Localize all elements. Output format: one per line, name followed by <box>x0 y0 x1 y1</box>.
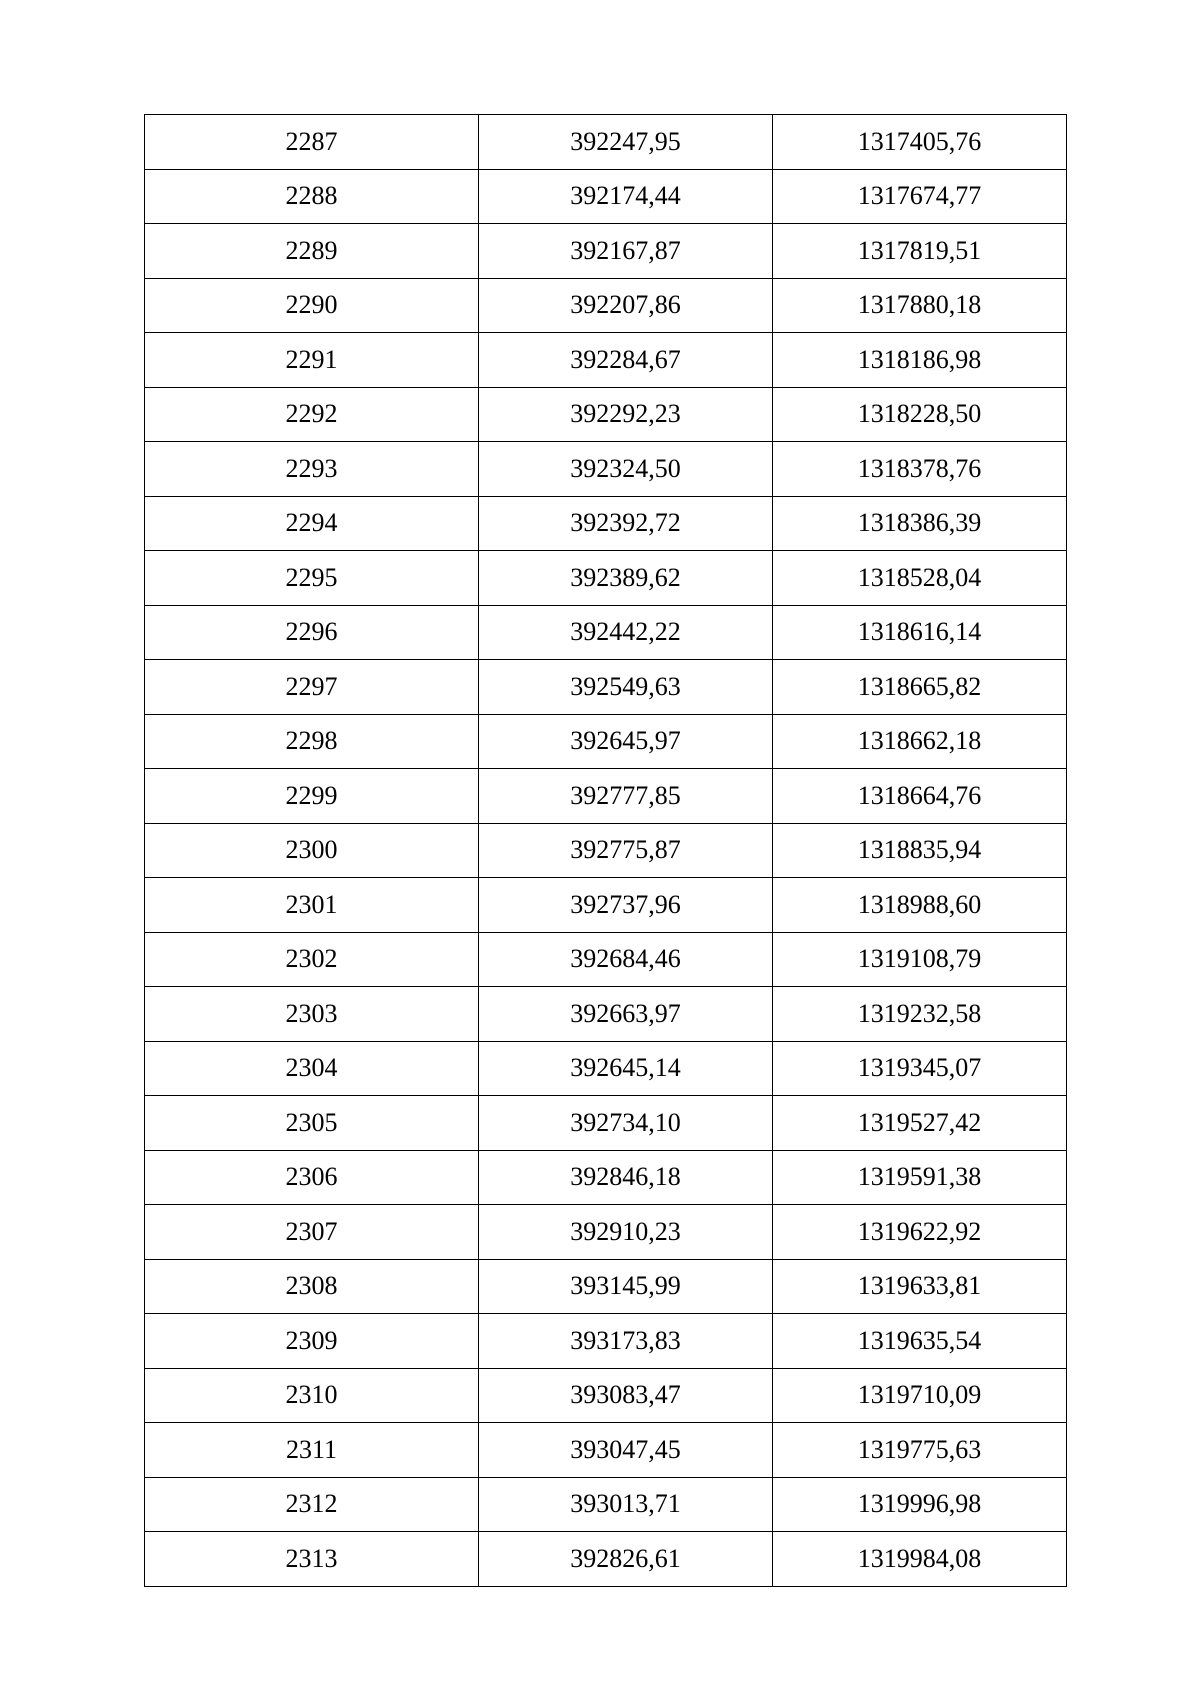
point-number-cell: 2292 <box>145 387 479 442</box>
point-number-cell: 2298 <box>145 714 479 769</box>
table-row <box>145 1368 1067 1423</box>
coordinates-table <box>144 114 1067 1587</box>
y-coordinate-cell: 1318664,76 <box>773 769 1067 824</box>
y-coordinate-cell: 1318662,18 <box>773 714 1067 769</box>
point-number-cell: 2302 <box>145 932 479 987</box>
x-coordinate-cell: 393083,47 <box>479 1368 773 1423</box>
y-coordinate-cell: 1319622,92 <box>773 1205 1067 1260</box>
x-coordinate-cell: 392910,23 <box>479 1205 773 1260</box>
y-coordinate-cell: 1319996,98 <box>773 1477 1067 1532</box>
point-number-cell: 2305 <box>145 1096 479 1151</box>
y-coordinate-cell: 1319232,58 <box>773 987 1067 1042</box>
table-row <box>145 1314 1067 1369</box>
table-row <box>145 714 1067 769</box>
table-row <box>145 1532 1067 1587</box>
y-coordinate-cell: 1319710,09 <box>773 1368 1067 1423</box>
point-number-cell: 2293 <box>145 442 479 497</box>
y-coordinate-cell: 1319633,81 <box>773 1259 1067 1314</box>
point-number-cell: 2301 <box>145 878 479 933</box>
x-coordinate-cell: 393145,99 <box>479 1259 773 1314</box>
x-coordinate-cell: 392442,22 <box>479 605 773 660</box>
y-coordinate-cell: 1319591,38 <box>773 1150 1067 1205</box>
point-number-cell: 2310 <box>145 1368 479 1423</box>
x-coordinate-cell: 392737,96 <box>479 878 773 933</box>
table-row <box>145 1205 1067 1260</box>
point-number-cell: 2303 <box>145 987 479 1042</box>
x-coordinate-cell: 392645,14 <box>479 1041 773 1096</box>
y-coordinate-cell: 1318835,94 <box>773 823 1067 878</box>
y-coordinate-cell: 1319108,79 <box>773 932 1067 987</box>
y-coordinate-cell: 1318528,04 <box>773 551 1067 606</box>
point-number-cell: 2287 <box>145 115 479 170</box>
x-coordinate-cell: 392324,50 <box>479 442 773 497</box>
y-coordinate-cell: 1317405,76 <box>773 115 1067 170</box>
point-number-cell: 2299 <box>145 769 479 824</box>
x-coordinate-cell: 392663,97 <box>479 987 773 1042</box>
x-coordinate-cell: 392389,62 <box>479 551 773 606</box>
table-row <box>145 551 1067 606</box>
table-row <box>145 115 1067 170</box>
table-row <box>145 496 1067 551</box>
table-row <box>145 660 1067 715</box>
x-coordinate-cell: 392167,87 <box>479 224 773 279</box>
y-coordinate-cell: 1319345,07 <box>773 1041 1067 1096</box>
point-number-cell: 2306 <box>145 1150 479 1205</box>
table-row <box>145 987 1067 1042</box>
x-coordinate-cell: 392549,63 <box>479 660 773 715</box>
x-coordinate-cell: 392247,95 <box>479 115 773 170</box>
table-row <box>145 769 1067 824</box>
x-coordinate-cell: 392775,87 <box>479 823 773 878</box>
point-number-cell: 2296 <box>145 605 479 660</box>
table-row <box>145 1477 1067 1532</box>
y-coordinate-cell: 1319635,54 <box>773 1314 1067 1369</box>
point-number-cell: 2309 <box>145 1314 479 1369</box>
x-coordinate-cell: 393173,83 <box>479 1314 773 1369</box>
point-number-cell: 2312 <box>145 1477 479 1532</box>
y-coordinate-cell: 1318378,76 <box>773 442 1067 497</box>
y-coordinate-cell: 1319527,42 <box>773 1096 1067 1151</box>
x-coordinate-cell: 392292,23 <box>479 387 773 442</box>
point-number-cell: 2313 <box>145 1532 479 1587</box>
x-coordinate-cell: 392777,85 <box>479 769 773 824</box>
x-coordinate-cell: 392734,10 <box>479 1096 773 1151</box>
table-row <box>145 278 1067 333</box>
table-row <box>145 333 1067 388</box>
y-coordinate-cell: 1317880,18 <box>773 278 1067 333</box>
table-row <box>145 1096 1067 1151</box>
point-number-cell: 2295 <box>145 551 479 606</box>
y-coordinate-cell: 1318988,60 <box>773 878 1067 933</box>
point-number-cell: 2290 <box>145 278 479 333</box>
x-coordinate-cell: 392207,86 <box>479 278 773 333</box>
table-row <box>145 224 1067 279</box>
y-coordinate-cell: 1318616,14 <box>773 605 1067 660</box>
x-coordinate-cell: 393047,45 <box>479 1423 773 1478</box>
coordinates-table-body <box>145 115 1067 1587</box>
table-row <box>145 932 1067 987</box>
table-row <box>145 442 1067 497</box>
y-coordinate-cell: 1318386,39 <box>773 496 1067 551</box>
x-coordinate-cell: 393013,71 <box>479 1477 773 1532</box>
point-number-cell: 2288 <box>145 169 479 224</box>
x-coordinate-cell: 392174,44 <box>479 169 773 224</box>
table-row <box>145 1150 1067 1205</box>
y-coordinate-cell: 1319984,08 <box>773 1532 1067 1587</box>
point-number-cell: 2300 <box>145 823 479 878</box>
y-coordinate-cell: 1318228,50 <box>773 387 1067 442</box>
point-number-cell: 2289 <box>145 224 479 279</box>
x-coordinate-cell: 392284,67 <box>479 333 773 388</box>
point-number-cell: 2297 <box>145 660 479 715</box>
x-coordinate-cell: 392645,97 <box>479 714 773 769</box>
x-coordinate-cell: 392846,18 <box>479 1150 773 1205</box>
point-number-cell: 2294 <box>145 496 479 551</box>
table-row <box>145 1423 1067 1478</box>
point-number-cell: 2291 <box>145 333 479 388</box>
point-number-cell: 2307 <box>145 1205 479 1260</box>
x-coordinate-cell: 392392,72 <box>479 496 773 551</box>
table-row <box>145 605 1067 660</box>
point-number-cell: 2308 <box>145 1259 479 1314</box>
y-coordinate-cell: 1318665,82 <box>773 660 1067 715</box>
point-number-cell: 2311 <box>145 1423 479 1478</box>
table-row <box>145 1259 1067 1314</box>
x-coordinate-cell: 392684,46 <box>479 932 773 987</box>
table-row <box>145 878 1067 933</box>
table-row <box>145 1041 1067 1096</box>
y-coordinate-cell: 1318186,98 <box>773 333 1067 388</box>
x-coordinate-cell: 392826,61 <box>479 1532 773 1587</box>
table-row <box>145 823 1067 878</box>
point-number-cell: 2304 <box>145 1041 479 1096</box>
y-coordinate-cell: 1317674,77 <box>773 169 1067 224</box>
table-row <box>145 387 1067 442</box>
y-coordinate-cell: 1317819,51 <box>773 224 1067 279</box>
y-coordinate-cell: 1319775,63 <box>773 1423 1067 1478</box>
table-row <box>145 169 1067 224</box>
